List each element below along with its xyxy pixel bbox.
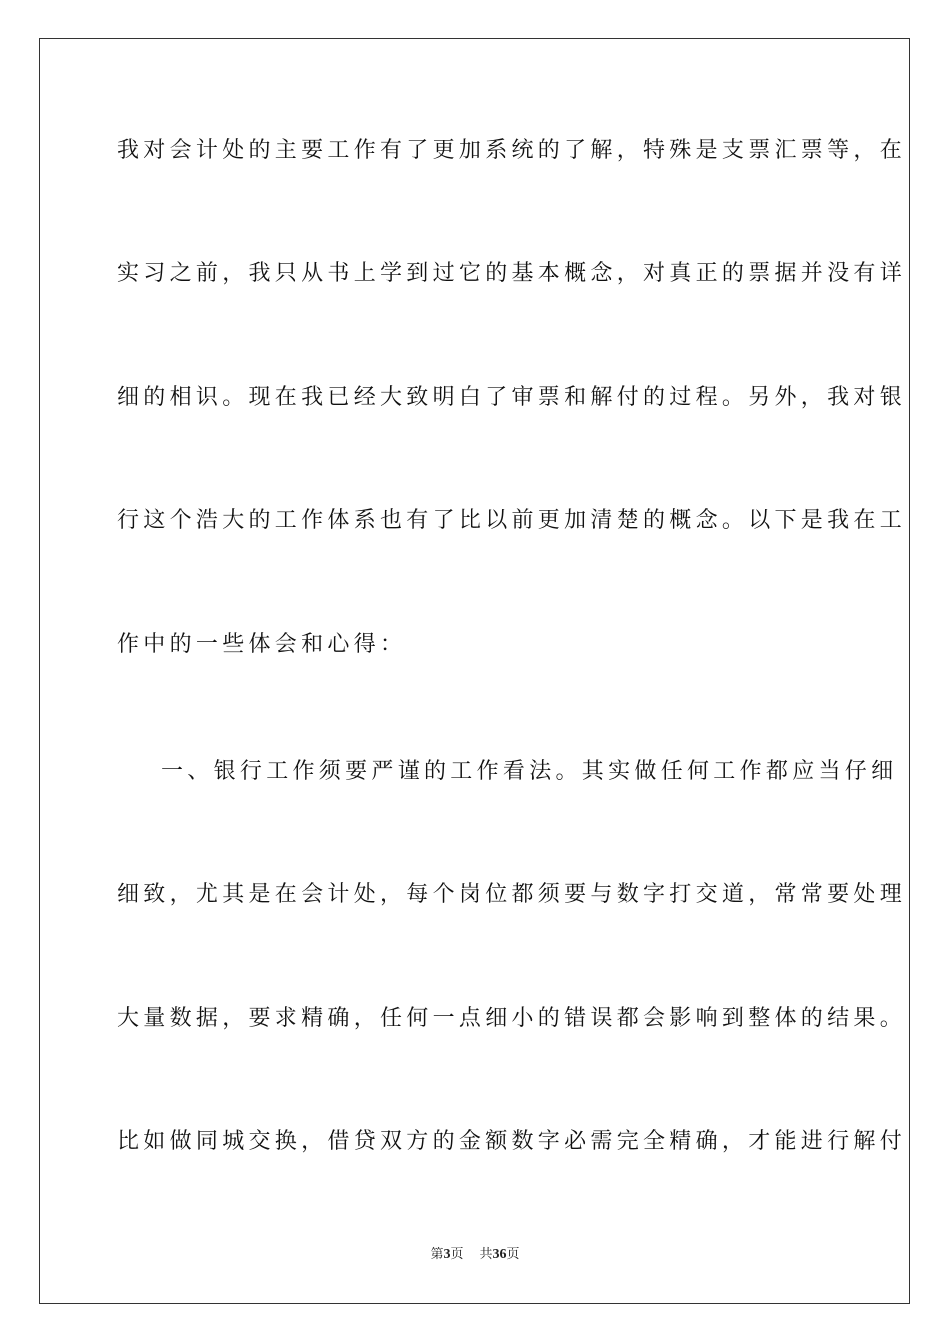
paragraph-line-8: 大量数据，要求精确，任何一点细小的错误都会影响到整体的结果。 bbox=[117, 1006, 907, 1031]
paragraph-line-3: 细的相识。现在我已经大致明白了审票和解付的过程。另外，我对银 bbox=[117, 385, 907, 410]
paragraph-line-6: 一、银行工作须要严谨的工作看法。其实做任何工作都应当仔细 bbox=[161, 759, 898, 784]
page-border bbox=[39, 38, 910, 1304]
page-current: 3 bbox=[443, 1247, 451, 1262]
page-prefix: 第 bbox=[430, 1247, 444, 1262]
total-suffix: 页 bbox=[506, 1247, 520, 1262]
paragraph-line-7: 细致，尤其是在会计处，每个岗位都须要与数字打交道，常常要处理 bbox=[117, 882, 907, 907]
page-total: 36 bbox=[492, 1247, 507, 1262]
total-prefix: 共 bbox=[479, 1247, 493, 1262]
page-footer bbox=[0, 1246, 950, 1264]
paragraph-line-1: 我对会计处的主要工作有了更加系统的了解，特殊是支票汇票等，在 bbox=[117, 138, 907, 163]
page-suffix: 页 bbox=[450, 1247, 464, 1262]
paragraph-line-4: 行这个浩大的工作体系也有了比以前更加清楚的概念。以下是我在工 bbox=[117, 508, 907, 533]
paragraph-line-9: 比如做同城交换，借贷双方的金额数字必需完全精确，才能进行解付 bbox=[117, 1129, 907, 1154]
paragraph-line-2: 实习之前，我只从书上学到过它的基本概念，对真正的票据并没有详 bbox=[117, 261, 907, 286]
paragraph-line-5: 作中的一些体会和心得： bbox=[117, 632, 407, 657]
